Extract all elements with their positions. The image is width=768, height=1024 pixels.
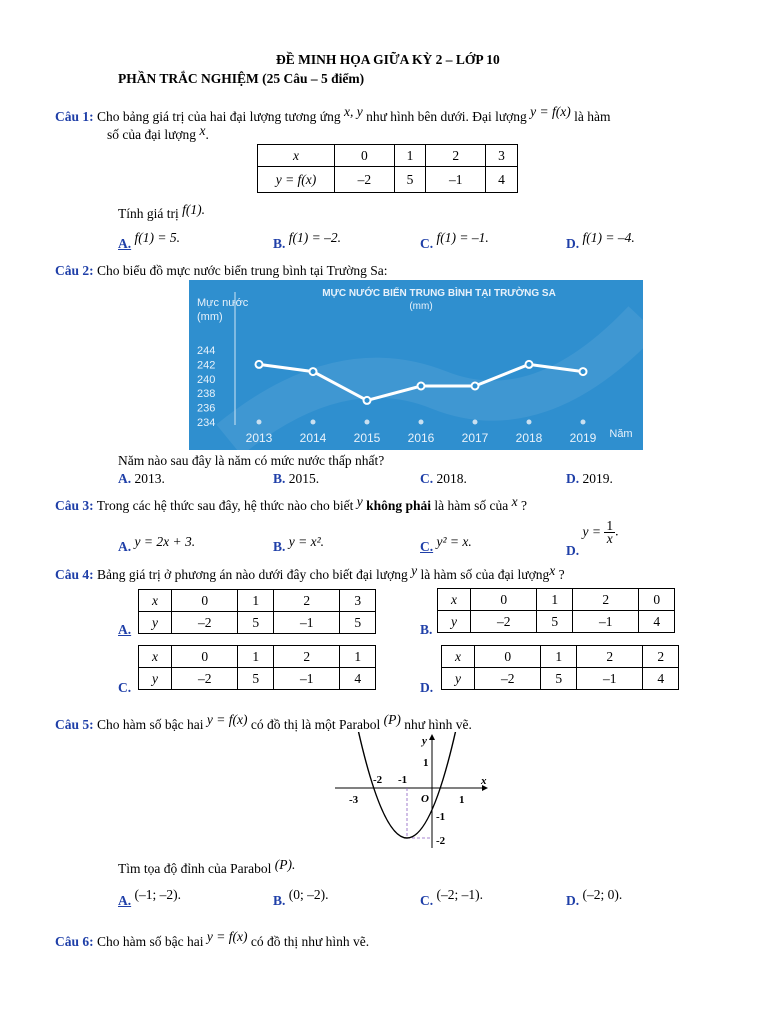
question-6 bbox=[55, 929, 370, 950]
table-cell: 2 bbox=[572, 589, 638, 611]
table-cell: 5 bbox=[238, 612, 274, 634]
chart-xtick-label: 2013 bbox=[245, 431, 273, 445]
question-4-text-b: là hàm số của đại lượng bbox=[420, 567, 550, 582]
table-cell: 5 bbox=[340, 612, 376, 634]
question-1-ask bbox=[118, 202, 205, 222]
chart-point bbox=[418, 383, 425, 390]
question-1-text: Cho bảng giá trị của hai đại lượng tương ứng bbox=[97, 109, 341, 124]
q4-option-d-key[interactable]: D. bbox=[420, 680, 434, 695]
q5-option-d[interactable] bbox=[566, 887, 623, 908]
math-x: x bbox=[511, 494, 518, 509]
table-cell: 2 bbox=[576, 646, 642, 668]
table-cell: 1 bbox=[238, 646, 274, 668]
question-1-label: Câu 1: bbox=[55, 109, 94, 124]
question-2-label: Câu 2: bbox=[55, 263, 94, 278]
chart-ytick-label: 234 bbox=[197, 417, 216, 429]
question-3-text-bold: không phải bbox=[366, 498, 432, 513]
q4-table-c bbox=[138, 645, 376, 690]
option-text: 2015. bbox=[288, 471, 320, 486]
value-table-q1 bbox=[257, 144, 518, 193]
chart-baseline-dot bbox=[581, 420, 586, 425]
table-cell: 5 bbox=[541, 668, 577, 690]
option-text: (0; –2). bbox=[288, 887, 329, 902]
math-fx: y = f(x) bbox=[206, 929, 248, 944]
question-1-line2 bbox=[107, 123, 209, 143]
option-key: A. bbox=[118, 471, 132, 486]
table-cell: 1 bbox=[541, 646, 577, 668]
chart-xlabel: Năm bbox=[609, 428, 633, 440]
table-cell: x bbox=[139, 646, 172, 668]
table-cell: 5 bbox=[537, 611, 573, 633]
q4-option-b-key[interactable]: B. bbox=[420, 622, 433, 637]
table-cell: –1 bbox=[273, 668, 339, 690]
table-cell: –1 bbox=[572, 611, 638, 633]
option-key: D. bbox=[566, 471, 580, 486]
q4-table-a bbox=[138, 589, 376, 634]
chart-ytick-label: 240 bbox=[197, 373, 216, 386]
option-key: A. bbox=[118, 893, 132, 908]
option-key: A. bbox=[118, 236, 132, 251]
table-cell: 3 bbox=[340, 590, 376, 612]
q2-option-d[interactable] bbox=[566, 471, 613, 487]
q5-option-b[interactable] bbox=[273, 887, 329, 908]
table-cell: 5 bbox=[238, 668, 274, 690]
question-4-text: Bảng giá trị ở phương án nào dưới đây cho biết đại lượng bbox=[97, 567, 408, 582]
chart-xtick-label: 2019 bbox=[569, 431, 597, 445]
q1-option-a[interactable] bbox=[118, 230, 180, 251]
chart-baseline-dot bbox=[419, 420, 424, 425]
tick-label: -3 bbox=[349, 794, 359, 806]
q2-option-a[interactable] bbox=[118, 471, 165, 487]
q3-option-d[interactable] bbox=[566, 518, 619, 558]
chart-xtick-label: 2014 bbox=[299, 431, 327, 445]
table-cell: y bbox=[442, 668, 475, 690]
table-cell: 4 bbox=[340, 668, 376, 690]
tick-label: 1 bbox=[423, 757, 429, 769]
math-xy: x, y bbox=[343, 104, 363, 119]
tick-label: -1 bbox=[436, 811, 446, 823]
chart-title-unit: (mm) bbox=[409, 301, 433, 312]
tick-label: -1 bbox=[398, 774, 408, 786]
chart-ylabel-1: Mực nước bbox=[197, 297, 249, 309]
table-cell: –2 bbox=[172, 612, 238, 634]
y-axis-label: y bbox=[422, 735, 427, 747]
chart-xtick-label: 2016 bbox=[407, 431, 435, 445]
chart-xtick-label: 2018 bbox=[515, 431, 543, 445]
math-f1: f(1). bbox=[182, 202, 205, 217]
fraction-denominator: x bbox=[606, 531, 613, 546]
question-5-ask bbox=[118, 857, 296, 877]
table-cell: 4 bbox=[486, 167, 518, 193]
chart-baseline-dot bbox=[311, 420, 316, 425]
table-cell: –2 bbox=[335, 167, 395, 193]
option-text: y = x². bbox=[288, 534, 325, 549]
table-cell: –2 bbox=[471, 611, 537, 633]
table-cell: 2 bbox=[643, 646, 679, 668]
option-end: . bbox=[615, 523, 619, 539]
option-key: D. bbox=[566, 893, 580, 908]
q4-option-c-key[interactable]: C. bbox=[118, 680, 132, 695]
q1-option-b[interactable] bbox=[273, 230, 341, 251]
parabola-graph bbox=[335, 732, 495, 850]
tick-label: -2 bbox=[373, 774, 383, 786]
math-p: (P) bbox=[383, 712, 401, 727]
chart-ytick-label: 244 bbox=[197, 345, 216, 357]
question-5-text-c: như hình vẽ. bbox=[404, 717, 472, 732]
chart-baseline-dot bbox=[527, 420, 532, 425]
x-axis-label: x bbox=[481, 775, 487, 787]
chart-ylabel-2: (mm) bbox=[197, 311, 223, 323]
origin-label: O bbox=[421, 793, 429, 805]
question-5-text-b: có đồ thị là một Parabol bbox=[250, 717, 381, 732]
option-key: C. bbox=[420, 539, 434, 554]
question-6-text-b: có đồ thị như hình vẽ. bbox=[250, 934, 370, 949]
option-text: (–1; –2). bbox=[134, 887, 181, 902]
table-cell: 0 bbox=[471, 589, 537, 611]
question-1 bbox=[55, 104, 611, 125]
table-cell: 0 bbox=[172, 646, 238, 668]
question-6-label: Câu 6: bbox=[55, 934, 94, 949]
chart-baseline-dot bbox=[473, 420, 478, 425]
question-1-line2-text: số của đại lượng bbox=[107, 127, 197, 142]
math-p: (P). bbox=[274, 857, 296, 872]
question-1-ask-text: Tính giá trị bbox=[118, 206, 179, 221]
table-cell: –1 bbox=[426, 167, 486, 193]
chart-title: MỰC NƯỚC BIỂN TRUNG BÌNH TẠI TRƯỜNG SA bbox=[322, 288, 556, 299]
option-text: y = 2x + 3. bbox=[134, 534, 196, 549]
table-cell: y bbox=[438, 611, 471, 633]
table-cell: –2 bbox=[172, 668, 238, 690]
option-text: f(1) = –4. bbox=[582, 230, 635, 245]
q4-option-a-key[interactable]: A. bbox=[118, 622, 132, 637]
table-cell: 0 bbox=[639, 589, 675, 611]
q2-option-c[interactable] bbox=[420, 471, 467, 487]
option-text: (–2; 0). bbox=[582, 887, 623, 902]
option-key: B. bbox=[273, 539, 286, 554]
option-key: C. bbox=[420, 236, 434, 251]
question-1-text-c: là hàm bbox=[574, 109, 611, 124]
question-4-text-end: ? bbox=[558, 567, 565, 582]
question-5-text: Cho hàm số bậc hai bbox=[97, 717, 204, 732]
table-cell: y bbox=[139, 612, 172, 634]
table-cell: 1 bbox=[238, 590, 274, 612]
chart-ytick-label: 242 bbox=[197, 359, 216, 372]
math-fx: y = f(x) bbox=[530, 104, 571, 119]
chart-point bbox=[472, 383, 479, 390]
option-key: B. bbox=[273, 893, 286, 908]
chart-ytick-label: 236 bbox=[197, 402, 216, 415]
option-key: B. bbox=[273, 236, 286, 251]
option-text: f(1) = 5. bbox=[134, 230, 180, 245]
table-cell: 1 bbox=[394, 145, 426, 167]
question-3-text: Trong các hệ thức sau đây, hệ thức nào cho biết bbox=[96, 498, 354, 513]
table-cell: –2 bbox=[475, 668, 541, 690]
table-cell: 4 bbox=[639, 611, 675, 633]
table-cell: –1 bbox=[576, 668, 642, 690]
tick-label: -2 bbox=[436, 835, 446, 847]
chart-xtick-label: 2017 bbox=[461, 431, 489, 445]
math-y: y bbox=[411, 563, 418, 578]
question-2-text: Cho biểu đồ mực nước biển trung bình tại Trường Sa: bbox=[97, 263, 388, 278]
question-3-text-b: là hàm số của bbox=[434, 498, 509, 513]
table-cell: 5 bbox=[394, 167, 426, 193]
fraction-numerator: 1 bbox=[606, 518, 614, 533]
chart-point bbox=[310, 368, 317, 375]
chart-xtick-label: 2015 bbox=[353, 431, 381, 445]
table-cell: 1 bbox=[340, 646, 376, 668]
question-5-label: Câu 5: bbox=[55, 717, 94, 732]
q4-table-b bbox=[437, 588, 675, 633]
question-5-ask-text: Tìm tọa độ đỉnh của Parabol bbox=[118, 861, 272, 876]
chart-baseline-dot bbox=[365, 420, 370, 425]
option-text: 2019. bbox=[582, 471, 613, 486]
table-cell: 2 bbox=[273, 646, 339, 668]
table-cell: 2 bbox=[273, 590, 339, 612]
q4-table-d bbox=[441, 645, 679, 690]
sea-level-chart bbox=[189, 280, 643, 450]
question-6-text: Cho hàm số bậc hai bbox=[97, 934, 204, 949]
chart-point bbox=[526, 361, 533, 368]
question-3-text-end: ? bbox=[521, 498, 527, 513]
option-key: D. bbox=[566, 236, 580, 251]
table-cell: x bbox=[139, 590, 172, 612]
question-4 bbox=[55, 563, 565, 583]
tick-label: 1 bbox=[459, 794, 465, 806]
option-text: f(1) = –1. bbox=[436, 230, 489, 245]
table-cell: 1 bbox=[537, 589, 573, 611]
chart-ytick-label: 238 bbox=[197, 388, 216, 401]
question-2-ask: Năm nào sau đây là năm có mức nước thấp nhất? bbox=[118, 453, 385, 468]
fraction-1-over-x bbox=[604, 520, 615, 545]
chart-point bbox=[364, 397, 371, 404]
option-text: y = bbox=[582, 523, 601, 539]
chart-baseline-dot bbox=[257, 420, 262, 425]
option-key: C. bbox=[420, 471, 434, 486]
table-cell: 4 bbox=[643, 668, 679, 690]
section-title: PHẦN TRẮC NGHIỆM (25 Câu – 5 điểm) bbox=[118, 71, 365, 86]
option-text: y² = x. bbox=[436, 534, 472, 549]
q2-option-b[interactable] bbox=[273, 471, 319, 487]
q1-option-d[interactable] bbox=[566, 230, 635, 251]
option-key: D. bbox=[566, 542, 580, 558]
q3-option-c[interactable] bbox=[420, 534, 472, 554]
q3-option-a[interactable] bbox=[118, 534, 196, 554]
q1-option-c[interactable] bbox=[420, 230, 489, 251]
option-key: B. bbox=[273, 471, 286, 486]
question-2 bbox=[55, 263, 387, 279]
table-cell: x bbox=[438, 589, 471, 611]
q3-option-b[interactable] bbox=[273, 534, 325, 554]
option-key: A. bbox=[118, 539, 132, 554]
q5-option-c[interactable] bbox=[420, 887, 483, 908]
math-x: x bbox=[549, 563, 556, 578]
option-text: f(1) = –2. bbox=[288, 230, 341, 245]
question-5 bbox=[55, 712, 472, 733]
option-text: (–2; –1). bbox=[436, 887, 483, 902]
table-cell: y bbox=[139, 668, 172, 690]
chart-point bbox=[580, 368, 587, 375]
option-text: 2018. bbox=[436, 471, 467, 486]
table-cell: y = f(x) bbox=[258, 167, 335, 193]
chart-point bbox=[256, 361, 263, 368]
question-1-line2-end: . bbox=[205, 127, 209, 142]
table-cell: 0 bbox=[172, 590, 238, 612]
table-cell: 0 bbox=[335, 145, 395, 167]
table-cell: –1 bbox=[273, 612, 339, 634]
question-3-label: Câu 3: bbox=[55, 498, 94, 513]
question-3 bbox=[55, 494, 527, 514]
table-cell: 2 bbox=[426, 145, 486, 167]
table-cell: 0 bbox=[475, 646, 541, 668]
math-fx: y = f(x) bbox=[206, 712, 248, 727]
math-y: y bbox=[356, 494, 363, 509]
table-cell: 3 bbox=[486, 145, 518, 167]
q5-option-a[interactable] bbox=[118, 887, 181, 908]
exam-title: ĐỀ MINH HỌA GIỮA KỲ 2 – LỚP 10 bbox=[276, 52, 500, 67]
table-cell: x bbox=[442, 646, 475, 668]
question-4-label: Câu 4: bbox=[55, 567, 94, 582]
option-text: 2013. bbox=[134, 471, 165, 486]
option-key: C. bbox=[420, 893, 434, 908]
math-x: x bbox=[199, 123, 206, 138]
question-1-text-b: như hình bên dưới. Đại lượng bbox=[366, 109, 527, 124]
table-cell: x bbox=[258, 145, 335, 167]
